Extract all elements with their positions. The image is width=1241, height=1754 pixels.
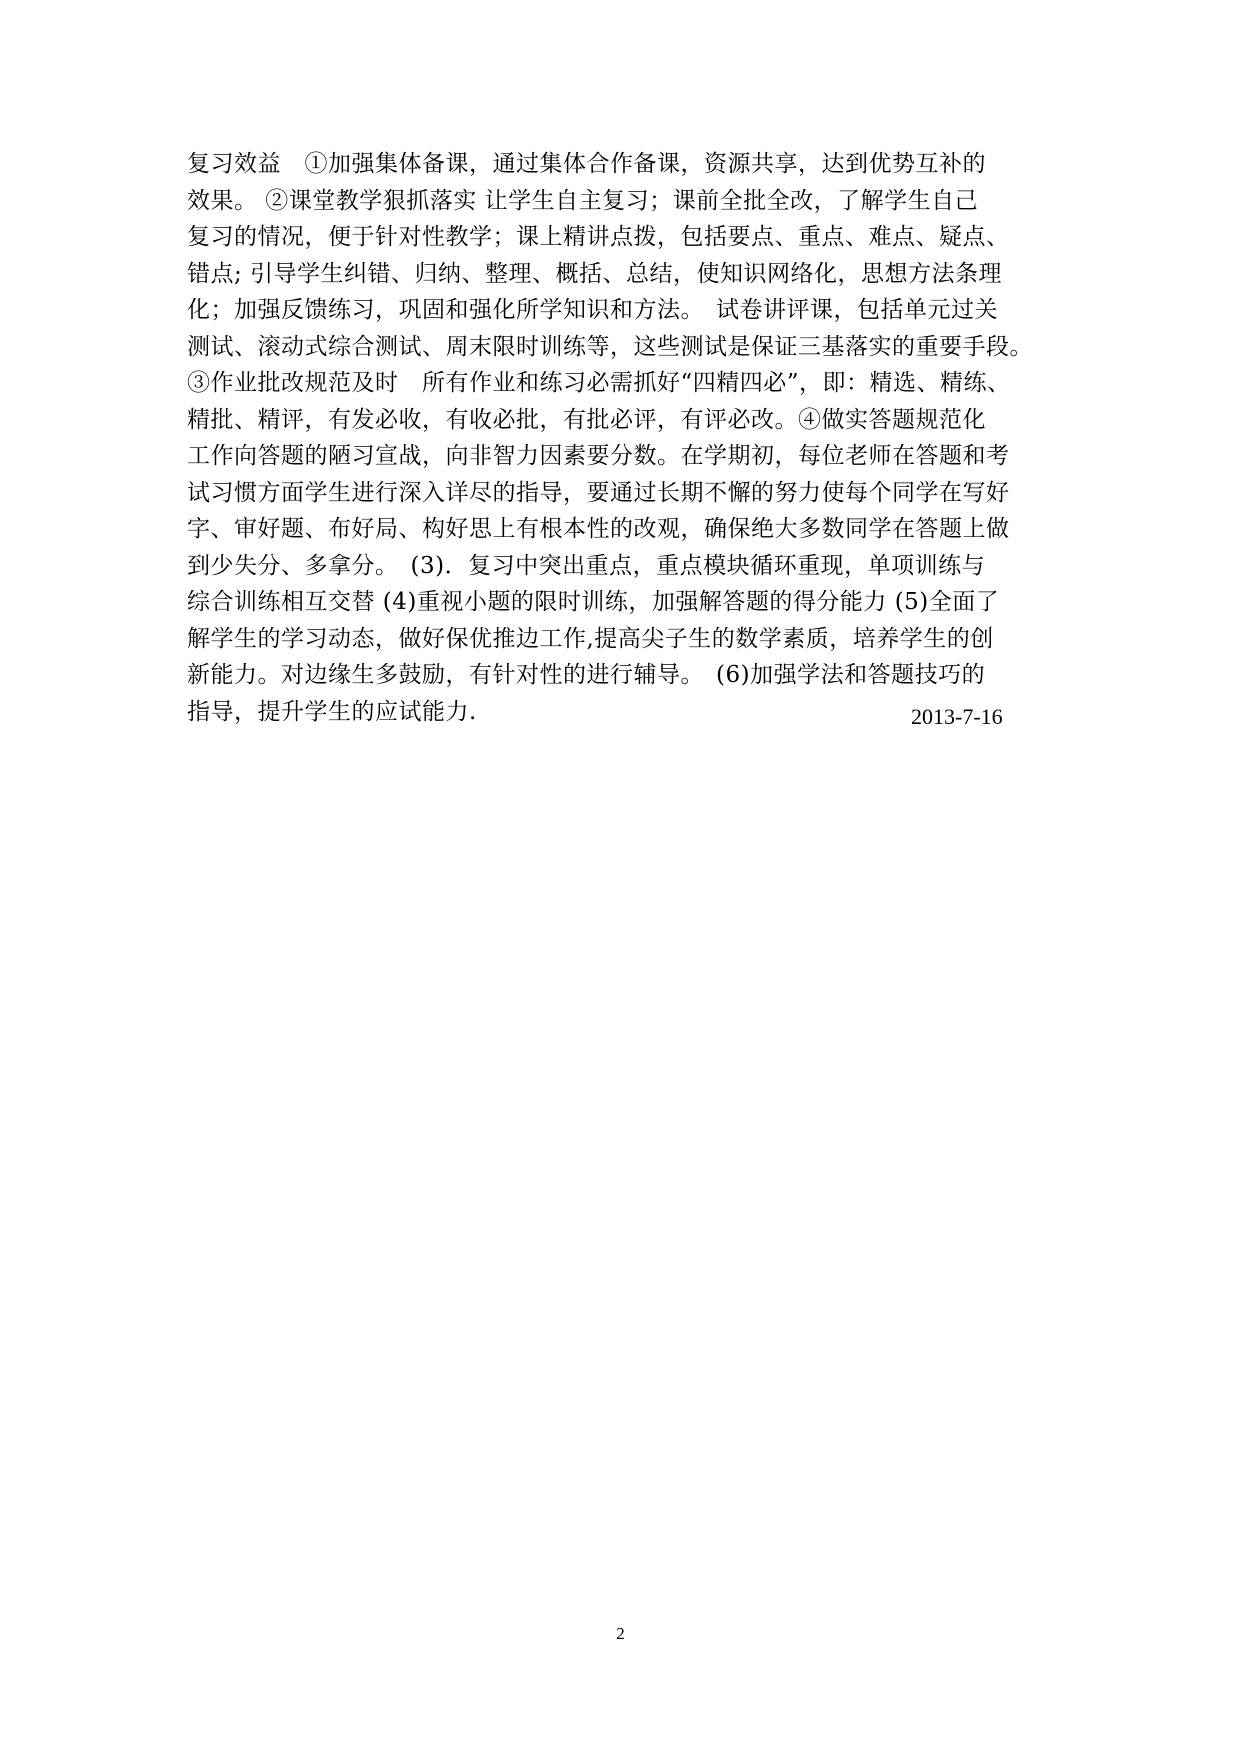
document-date: 2013-7-16 (911, 704, 1003, 729)
page-number: 2 (616, 1624, 625, 1643)
text-line: 错点; 引导学生纠错、归纳、整理、概括、总结，使知识网络化，思想方法条理 (187, 260, 1003, 287)
text-line: 复习的情况，便于针对性教学；课上精讲点拨，包括要点、重点、难点、疑点、 (187, 224, 1010, 250)
text-line: 解学生的学习动态，做好保优推边工作,提高尖子生的数学素质，培养学生的创 (187, 625, 994, 652)
text-line: 精批、精评，有发必收，有收必批，有批必评，有评必改。④做实答题规范化 (187, 406, 986, 433)
text-line: 工作向答题的陋习宣战，向非智力因素要分数。在学期初，每位老师在答题和考 (187, 443, 1010, 469)
body-paragraph (187, 146, 1057, 730)
text-line: 化；加强反馈练习，巩固和强化所学知识和方法。 试卷讲评课，包括单元过关 (187, 297, 998, 323)
text-line: 综合训练相互交替 (4)重视小题的限时训练，加强解答题的得分能力 (5)全面了 (187, 589, 1000, 615)
text-line: 测试、滚动式综合测试、周末限时训练等，这些测试是保证三基落实的重要手段。 (187, 333, 1033, 360)
text-line: ③作业批改规范及时 所有作业和练习必需抓好“四精四必”，即：精选、精练、 (187, 370, 1011, 396)
text-line: 字、审好题、布好局、构好思上有根本性的改观，确保绝大多数同学在答题上做 (187, 516, 1010, 542)
text-line: 复习效益 ①加强集体备课，通过集体合作备课，资源共享，达到优势互补的 (187, 151, 986, 177)
text-line: 效果。 ②课堂教学狠抓落实 让学生自主复习；课前全批全改，了解学生自己 (187, 187, 979, 214)
text-line: 试习惯方面学生进行深入详尽的指导，要通过长期不懈的努力使每个同学在写好 (187, 479, 1010, 506)
text-line: 到少失分、多拿分。 (3)．复习中突出重点，重点模块循环重现，单项训练与 (187, 552, 986, 579)
text-line: 指导，提升学生的应试能力. (187, 698, 477, 725)
text-line: 新能力。对边缘生多鼓励，有针对性的进行辅导。 (6)加强学法和答题技巧的 (187, 662, 986, 688)
